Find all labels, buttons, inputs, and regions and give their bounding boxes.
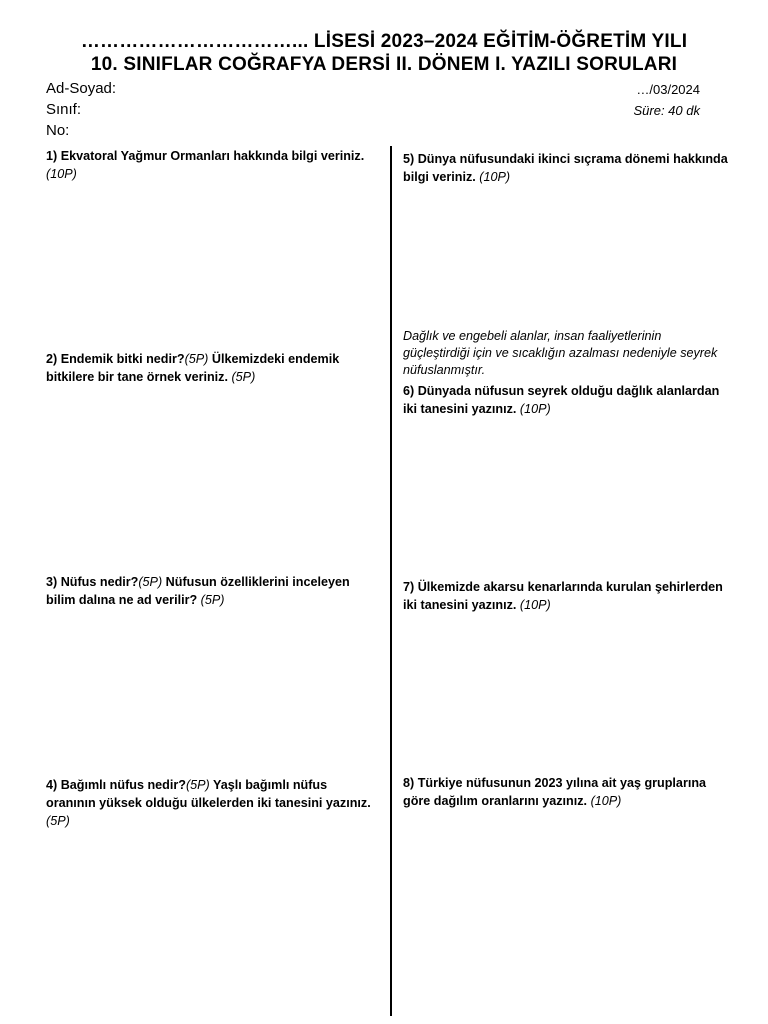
question-1-text: 1) Ekvatoral Yağmur Ormanları hakkında bilgi veriniz. — [46, 149, 365, 163]
question-7-points: (10P) — [519, 598, 551, 612]
question-4-text-b: Yaşlı bağımlı nüfus oranının yüksek olduğu ülkelerden iki tanesini yazınız. — [46, 778, 371, 810]
question-3-points-b: (5P) — [200, 593, 225, 607]
question-7 — [403, 578, 733, 614]
question-4-points-a: (5P) — [185, 778, 210, 792]
question-2-points-b: (5P) — [231, 370, 256, 384]
question-6 — [403, 382, 733, 418]
question-2 — [46, 350, 376, 386]
question-1-points: (10P) — [46, 167, 77, 181]
exam-title-line2: 10. SINIFLAR COĞRAFYA DERSİ II. DÖNEM I. YAZILI SORULARI — [90, 54, 678, 75]
question-3 — [46, 573, 376, 609]
question-4-points-b: (5P) — [46, 814, 70, 828]
class-field-label: Sınıf: — [46, 101, 82, 118]
number-field-label: No: — [46, 122, 70, 139]
question-2-text-a: 2) Endemik bitki nedir? — [46, 352, 185, 366]
question-5-text: 5) Dünya nüfusundaki ikinci sıçrama dönemi hakkında bilgi veriniz. — [403, 152, 728, 184]
question-4 — [46, 776, 376, 830]
question-3-points-a: (5P) — [138, 575, 163, 589]
question-3-text-b: Nüfusun özelliklerini inceleyen bilim dalına ne ad verilir? — [46, 575, 350, 607]
column-divider — [390, 146, 392, 1016]
question-6-context-note: Dağlık ve engebeli alanlar, insan faaliyetlerinin güçleştirdiği için ve sıcaklığın azalması nedeniyle seyrek nüfuslanmıştır. — [403, 329, 718, 377]
question-6-text: 6) Dünyada nüfusun seyrek olduğu dağlık alanlardan iki tanesini yazınız. — [403, 384, 720, 416]
question-2-points-a: (5P) — [184, 352, 209, 366]
question-3-text-a: 3) Nüfus nedir? — [46, 575, 139, 589]
question-6-points: (10P) — [519, 402, 551, 416]
question-5 — [403, 150, 733, 186]
question-7-text: 7) Ülkemizde akarsu kenarlarında kurulan şehirlerden iki tanesini yazınız. — [403, 580, 723, 612]
name-field-label: Ad-Soyad: — [46, 80, 117, 97]
question-5-points: (10P) — [479, 170, 511, 184]
question-8 — [403, 774, 733, 810]
exam-date: …/03/2024 — [636, 82, 700, 97]
question-1 — [46, 147, 376, 183]
question-8-text: 8) Türkiye nüfusunun 2023 yılına ait yaş gruplarına göre dağılım oranlarını yazınız. — [403, 776, 707, 808]
exam-title-line1: ……………………………... LİSESİ 2023–2024 EĞİTİM-ÖĞRETİM YILI — [80, 31, 688, 52]
question-8-points: (10P) — [590, 794, 622, 808]
question-4-text-a: 4) Bağımlı nüfus nedir? — [46, 778, 186, 792]
exam-duration: Süre: 40 dk — [633, 103, 700, 118]
question-2-text-b: Ülkemizdeki endemik bitkilere bir tane örnek veriniz. — [46, 352, 340, 384]
